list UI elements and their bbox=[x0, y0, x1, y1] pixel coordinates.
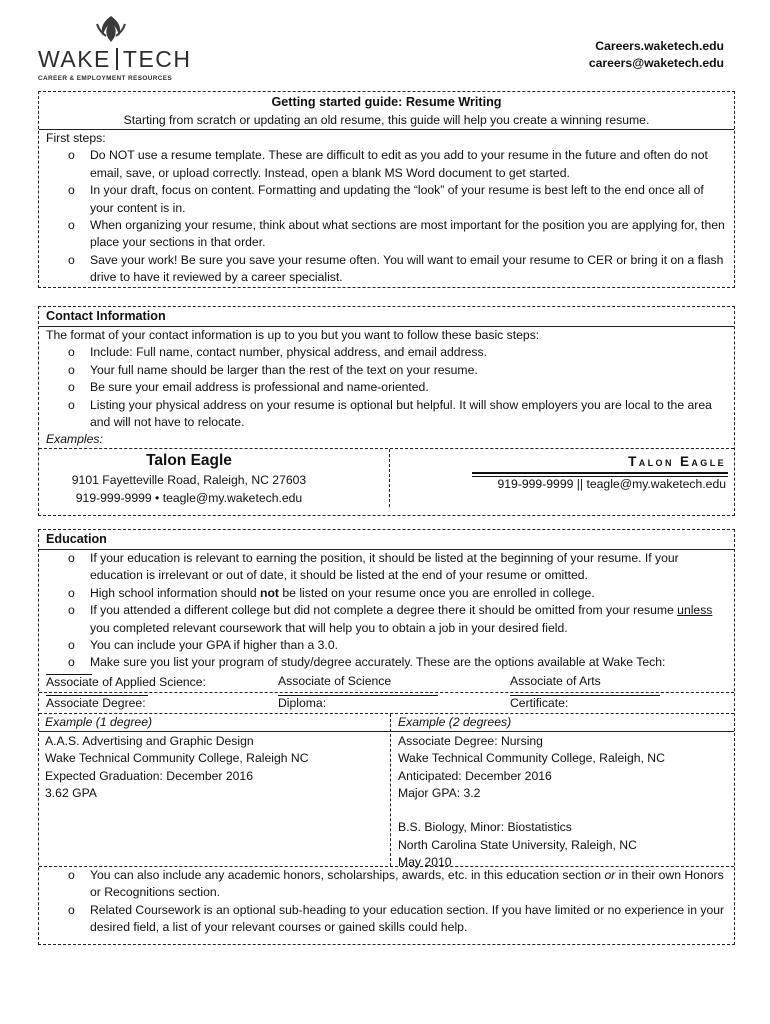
example-contact-line: 919-999-9999 • teagle@my.waketech.edu bbox=[75, 490, 303, 505]
guide-title: Getting started guide: Resume Writing bbox=[271, 95, 502, 109]
getting-started-section bbox=[38, 91, 735, 288]
education-final-list bbox=[39, 867, 734, 937]
first-steps-label: First steps: bbox=[46, 131, 106, 145]
list-item: o Be sure your email address is professional and name-oriented. bbox=[39, 379, 734, 396]
list-item: o High school information should not be listed on your resume once you are enrolled in college. bbox=[39, 585, 734, 602]
list-item: o Save your work! Be sure you save your resume often. You will want to email your resume to CER or bring it on a flash drive to have it reviewed by a career specialist. bbox=[39, 252, 734, 287]
first-steps-list bbox=[39, 147, 734, 286]
example-address: 9101 Fayetteville Road, Raleigh, NC 27603 bbox=[71, 473, 307, 488]
guide-title-block bbox=[39, 92, 734, 130]
list-item: o Related Coursework is an optional sub-heading to your education section. If you have limited or no experience in your desired field, a list of your relevant courses or gained skills could help. bbox=[39, 902, 734, 937]
contact-intro: The format of your contact information is up to you but you want to follow these basic steps: bbox=[46, 328, 540, 342]
examples-label: Examples: bbox=[39, 431, 734, 449]
example-contact-line: 919-999-9999 || teagle@my.waketech.edu bbox=[497, 477, 726, 492]
website-link[interactable]: Careers.waketech.edu bbox=[595, 39, 724, 53]
contact-information-section bbox=[38, 306, 735, 516]
example-name: Talon Eagle bbox=[146, 452, 232, 470]
education-example-1 bbox=[39, 714, 391, 866]
option-as: Associate of Science bbox=[278, 673, 392, 688]
example-line: North Carolina State University, Raleigh, NC bbox=[398, 837, 637, 852]
example-line: Associate Degree: Nursing bbox=[398, 733, 543, 748]
contact-example-2 bbox=[390, 449, 734, 507]
contact-list bbox=[39, 344, 734, 431]
list-item: o If you attended a different college but did not complete a degree there it should be omitted from your resume unless you completed relevant coursework that will help you to obtain a job in your desired field. bbox=[39, 602, 734, 637]
degree-options-row: Associate of Applied Science: Associate of Science Associate of Arts bbox=[39, 672, 734, 693]
degree-fields-row: Associate Degree: Diploma: Certificate: bbox=[39, 693, 734, 714]
list-item: o Include: Full name, contact number, physical address, and email address. bbox=[39, 344, 734, 361]
example-line: May 2010 bbox=[398, 855, 452, 870]
email-link[interactable]: careers@waketech.edu bbox=[588, 56, 724, 70]
guide-subtitle: Starting from scratch or updating an old resume, this guide will help you create a winning resume. bbox=[123, 113, 650, 127]
example-line: Expected Graduation: December 2016 bbox=[45, 768, 253, 783]
education-section bbox=[38, 529, 735, 945]
contact-example-1 bbox=[39, 449, 390, 507]
list-item: o Do NOT use a resume template. These are difficult to edit as you add to your resume in the future and often do not email, save, or upload correctly. Instead, open a blank MS Word document to get started. bbox=[39, 147, 734, 182]
list-item: o You can also include any academic honors, scholarships, awards, etc. in this education section or in their own Honors or Recognitions section. bbox=[39, 867, 734, 902]
header-contact bbox=[589, 38, 724, 72]
wake-tech-logo bbox=[38, 14, 192, 82]
example-line: A.A.S. Advertising and Graphic Design bbox=[45, 733, 254, 748]
list-item: o Your full name should be larger than the rest of the text on your resume. bbox=[39, 362, 734, 379]
contact-heading: Contact Information bbox=[39, 307, 734, 327]
example-line: Wake Technical Community College, Raleigh, NC bbox=[398, 751, 665, 766]
contact-examples bbox=[39, 449, 734, 507]
list-item: o If your education is relevant to earning the position, it should be listed at the beginning of your resume. If your education is irrelevant or out of date, it should be listed at the end of your resume or omitted. bbox=[39, 550, 734, 585]
logo-wordmark: WAKE TECH bbox=[38, 46, 192, 72]
example-line: Major GPA: 3.2 bbox=[398, 786, 481, 801]
example-line: B.S. Biology, Minor: Biostatistics bbox=[398, 820, 572, 835]
list-item: o In your draft, focus on content. Formatting and updating the “look” of your resume is best left to the end once all of your content is in. bbox=[39, 182, 734, 217]
logo-subtitle: CAREER & EMPLOYMENT RESOURCES bbox=[38, 75, 173, 82]
flame-icon bbox=[94, 14, 128, 44]
education-list bbox=[39, 550, 734, 672]
example-line: Anticipated: December 2016 bbox=[398, 768, 552, 783]
option-aa: Associate of Arts bbox=[510, 673, 601, 688]
list-item: o When organizing your resume, think about what sections are most important for the position you are applying for, then place your sections in that order. bbox=[39, 217, 734, 252]
education-heading: Education bbox=[39, 530, 734, 550]
list-item: o Make sure you list your program of study/degree accurately. These are the options available at Wake Tech: bbox=[39, 654, 734, 671]
divider bbox=[472, 472, 728, 474]
education-example-2 bbox=[391, 714, 734, 870]
education-examples bbox=[39, 714, 734, 870]
example-heading: Example (1 degree) bbox=[39, 714, 390, 732]
list-item: o You can include your GPA if higher than a 3.0. bbox=[39, 637, 734, 654]
example-name-small-caps: Talon Eagle bbox=[628, 454, 726, 470]
example-heading: Example (2 degrees) bbox=[391, 714, 734, 732]
example-line: 3.62 GPA bbox=[45, 786, 97, 801]
list-item: o Listing your physical address on your resume is optional but helpful. It will show employers you are local to the area and will not have to relocate. bbox=[39, 397, 734, 432]
example-line: Wake Technical Community College, Raleigh NC bbox=[45, 751, 309, 766]
